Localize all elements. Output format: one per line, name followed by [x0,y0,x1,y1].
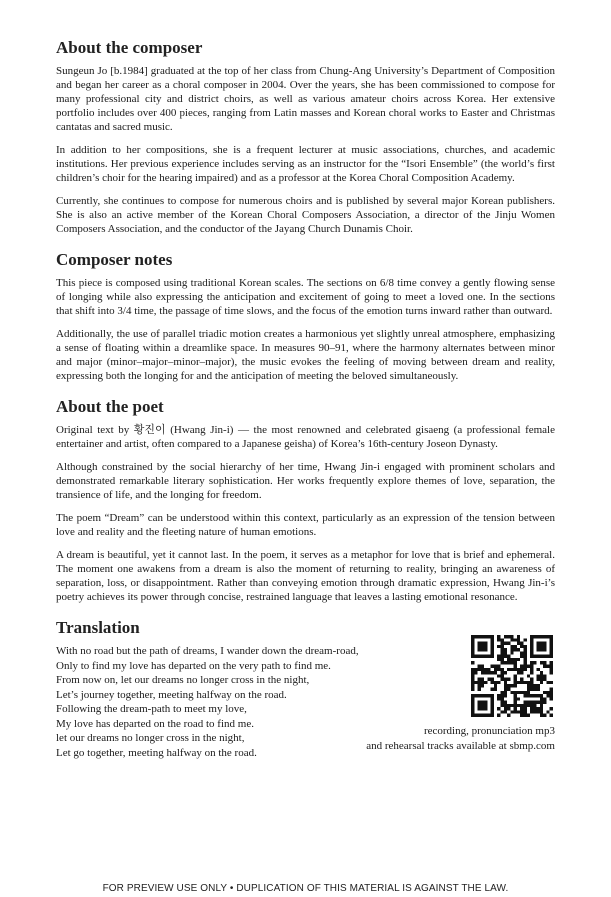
poem-line: With no road but the path of dreams, I wander down the dream-road, [56,645,359,657]
section-translation [56,618,555,760]
poem-line: Following the dream-path to meet my love, [56,703,247,715]
heading-composer-notes: Composer notes [56,250,173,269]
poem-line: let our dreams no longer cross in the night, [56,732,245,744]
poem-line: Let go together, meeting halfway on the road. [56,746,257,759]
paragraph: Original text by 황진이 (Hwang Jin-i) — the most renowned and celebrated gisaeng (a professional female entertainer and artist, often compared to a Japanese geisha) of Korea’s 16th-century Joseon Dynasty. [56,424,555,450]
paragraph: Additionally, the use of parallel triadic motion creates a harmonious yet slightly unreal atmosphere, emphasizing a sense of floating within a dreamlike space. In measures 90–91, where the harmony alternates between minor and major (minor–major–minor–major), the music evokes the feeling of moving between dream and reality, expressing both the longing for and the anticipation of meeting the beloved simultaneously. [56,328,555,382]
section-composer-notes [56,250,555,383]
paragraph: A dream is beautiful, yet it cannot last. In the poem, it serves as a metaphor for love that is brief and ephemeral. The moment one awakens from a dream is also the moment of returning to reality, bringing an awareness of separation, loss, or disappointment. Rather than conveying emotion through dramatic expression, Hwang Jin-i’s poetry achieves its power through concise, restrained language that leaves a lasting emotional resonance. [56,549,555,603]
poem-line: My love has departed on the road to find me. [56,717,254,730]
poem-line: Let’s journey together, meeting halfway on the road. [56,688,287,701]
paragraph: This piece is composed using traditional Korean scales. The sections on 6/8 time convey a gently flowing sense of longing while also expressing the anticipation and excitement of going to meet a loved one. In the sections that shift into 3/4 time, the passage of time slows, and the focus of the emotion turns inward rather than outward. [56,277,555,317]
document-page [56,38,555,774]
paragraph: Although constrained by the social hierarchy of her time, Hwang Jin-i engaged with prominent scholars and demonstrated remarkable literary sophistication. Her works frequently explore themes of love, separation, the transience of life, and the longing for freedom. [56,461,555,501]
section-about-poet [56,397,555,604]
poem-line: Only to find my love has departed on the very path to find me. [56,659,331,672]
heading-about-composer: About the composer [56,38,203,57]
recording-line: recording, pronunciation mp3 [423,725,555,737]
heading-translation: Translation [56,618,140,637]
recording-note [366,724,555,753]
recording-link[interactable]: and rehearsal tracks available at sbmp.com [366,739,555,752]
paragraph: Sungeun Jo [b.1984] graduated at the top of her class from Chung-Ang University’s Department of Composition and began her career as a choral composer in 2004. Over the years, she has been commissioned to compose for many professional city and district choirs, as well as various amateur choirs across Korea. Her extensive portfolio includes over 400 pieces, ranging from Latin masses and Korean choral works to Easter and Christmas cantatas and sacred music. [56,65,555,133]
section-about-composer [56,38,555,236]
paragraph: Currently, she continues to compose for numerous choirs and is published by several major Korean publishers. She is also an active member of the Korean Choral Composers Association, a director of the Jinju Women Composers Association, and the conductor of the Jayang Church Dunamis Choir. [56,195,555,235]
preview-footer: FOR PREVIEW USE ONLY • DUPLICATION OF THIS MATERIAL IS AGAINST THE LAW. [102,883,509,894]
qr-code-icon[interactable] [471,635,553,717]
paragraph: In addition to her compositions, she is a frequent lecturer at music associations, churches, and academic institutions. Her previous experience includes serving as an instructor for the “Isori Ensemble” (the world’s first children’s choir for the hearing impaired) and as a professor at the Korea Choral Composition Academy. [56,144,555,184]
heading-about-poet: About the poet [56,397,164,416]
paragraph: The poem “Dream” can be understood within this context, particularly as an expression of the tension between love and reality and the fleeting nature of human emotions. [56,512,555,538]
poem-line: From now on, let our dreams no longer cross in the night, [56,674,310,686]
